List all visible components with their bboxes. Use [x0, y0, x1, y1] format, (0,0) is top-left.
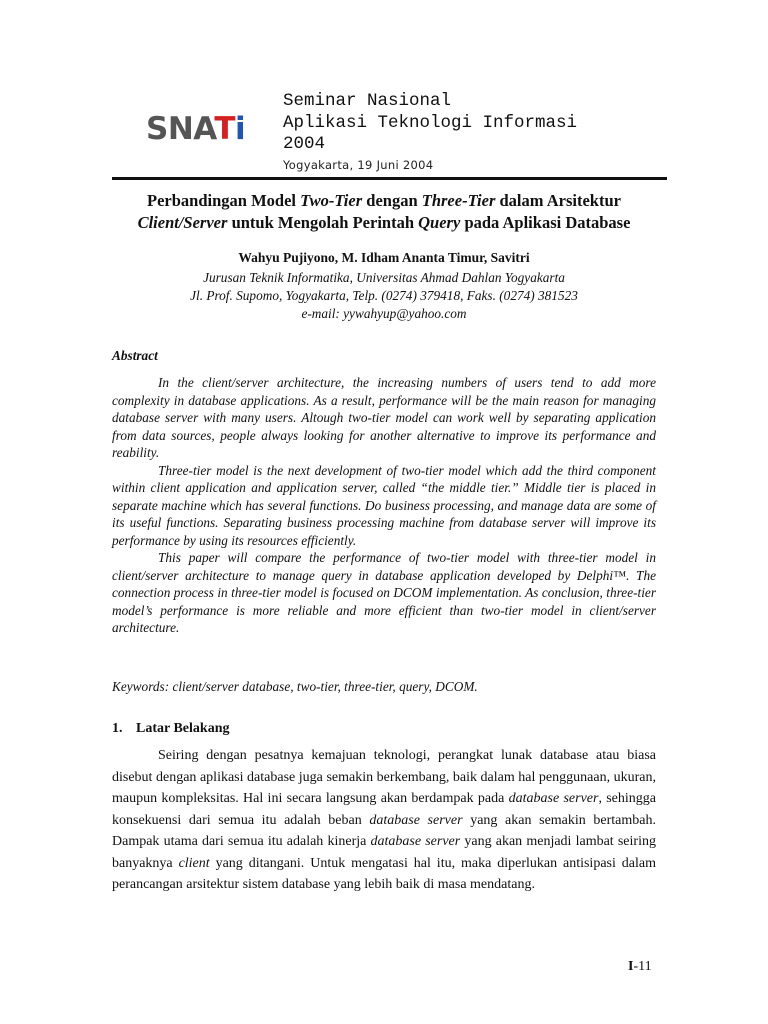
paper-title	[60, 190, 708, 234]
affiliation	[60, 269, 708, 323]
title-line-1: Perbandingan Model Two-Tier dengan Three-Tier dalam Arsitektur	[147, 191, 621, 210]
abstract-body	[112, 374, 656, 637]
title-line-2: Client/Server untuk Mengolah Perintah Query pada Aplikasi Database	[137, 213, 631, 232]
abstract-paragraph: Three-tier model is the next development of two-tier model which add the third component within client application and application server, called “the middle tier.” Middle tier is placed in separate machine which has several functions. Do business processing, and manage data are some of its useful functions. Separating business processing machine from database server will improve its performance by using its resources efficiently.	[112, 462, 656, 548]
affiliation-line: Jl. Prof. Supomo, Yogyakarta, Telp. (0274) 379418, Faks. (0274) 381523	[190, 288, 578, 303]
body-paragraph: Seiring dengan pesatnya kemajuan teknologi, perangkat lunak database atau biasa disebut dengan aplikasi database juga semakin berkembang, baik dalam hal penggunaan, ukuran, maupun kompleksitas. Hal ini secara langsung akan berdampak pada database server, sehingga konsekuensi dari semua itu adalah beban database server yang akan semakin bertambah. Dampak utama dari semua itu adalah kinerja database server yang akan menjadi lambat seiring banyaknya client yang ditangani. Untuk mengatasi hal itu, maka diperlukan antisipasi dalam perancangan arsitektur sistem database yang lebih baik di masa mendatang.	[112, 748, 657, 892]
keywords-text: : client/server database, two-tier, three-tier, query, DCOM.	[164, 679, 478, 694]
email-line: e-mail: yywahyup@yahoo.com	[301, 306, 467, 321]
snati-logo	[146, 111, 258, 151]
seminar-line: Seminar Nasional	[283, 91, 452, 111]
seminar-line: 2004	[283, 134, 326, 154]
section-number: 1.	[112, 721, 123, 736]
author-list: Wahyu Pujiyono, M. Idham Ananta Timur, Savitri	[238, 250, 530, 265]
abstract-heading: Abstract	[112, 348, 158, 363]
affiliation-line: Jurusan Teknik Informatika, Universitas Ahmad Dahlan Yogyakarta	[203, 270, 565, 285]
section-title: Latar Belakang	[136, 721, 230, 736]
snati-logo-wordmark: SNATi	[146, 111, 246, 147]
keywords-label: Keywords	[112, 679, 165, 694]
seminar-name	[283, 91, 623, 156]
header-rule	[112, 177, 667, 180]
keywords	[112, 679, 656, 695]
abstract-paragraph: This paper will compare the performance of two-tier model with three-tier model in client/server architecture to manage query in database application developed by Delphi™. The connection process in three-tier model is focused on DCOM implementation. As conclusion, three-tier model’s performance is more reliable and more efficient than two-tier model in client/server architecture.	[112, 550, 656, 635]
section-heading	[112, 721, 229, 737]
section-body	[112, 745, 656, 896]
abstract-paragraph: In the client/server architecture, the increasing numbers of users tend to add more complexity in database applications. As a result, performance will be the main reason for managing database server with many users. Altough two-tier model can work well by separating application from data sources, people always looking for another alternative to improve its performance and reability.	[112, 375, 656, 460]
seminar-venue: Yogyakarta, 19 Juni 2004	[283, 158, 434, 172]
page-number: I-11	[628, 959, 652, 974]
seminar-line: Aplikasi Teknologi Informasi	[283, 112, 578, 133]
